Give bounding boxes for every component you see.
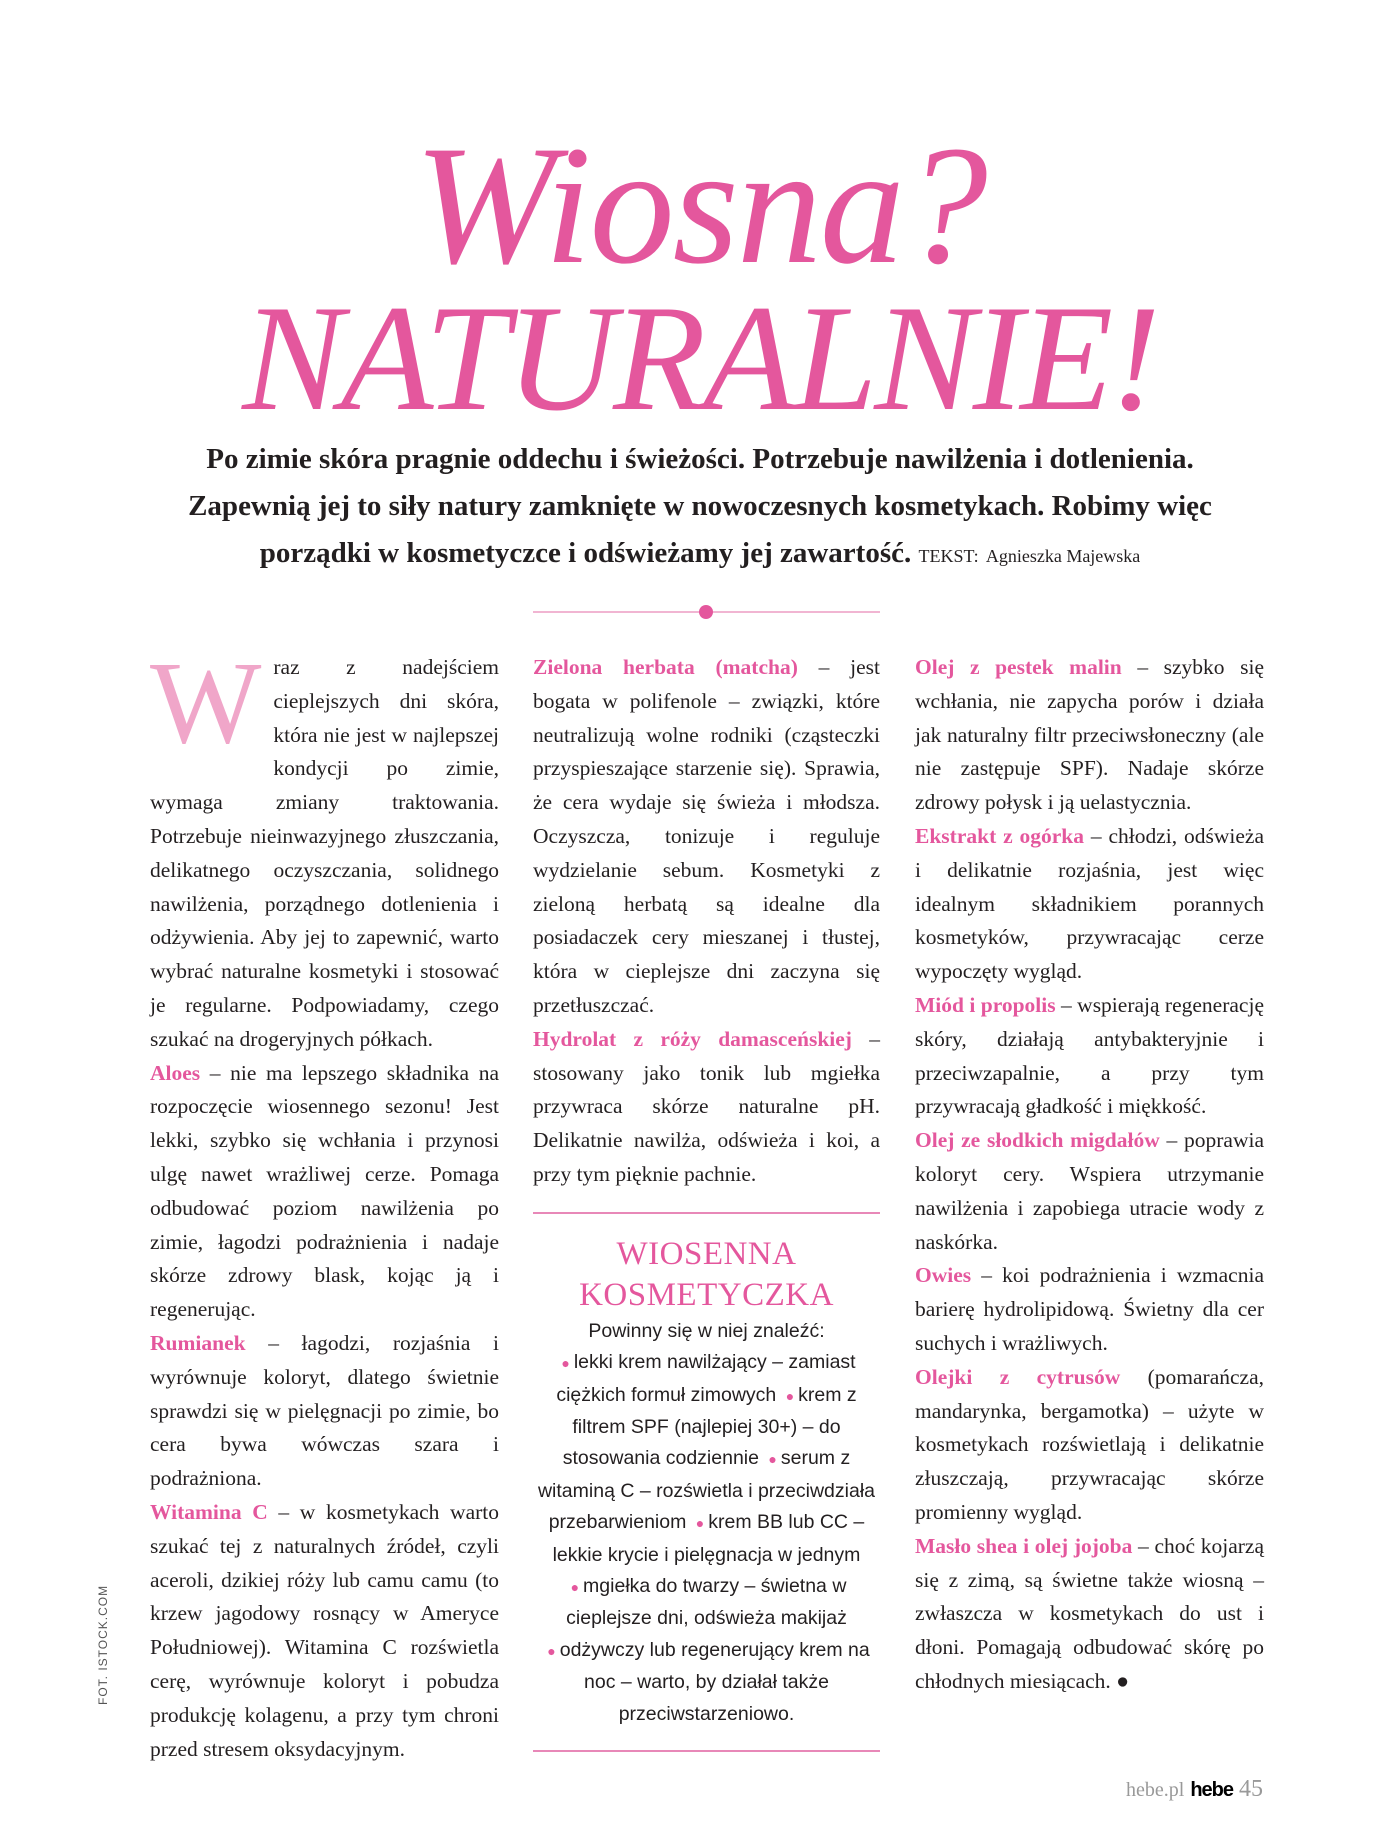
ingredient-paragraph [150,1057,499,1327]
footer-brand-logo: hebe [1190,1779,1233,1801]
title-line-1: Wiosna? [414,111,986,299]
lead-text: Po zimie skóra pragnie oddechu i świeżości. Potrzebuje nawilżenia i dotlenienia. Zapewnią jej to siły natury zamknięte w nowoczesnych kosmetykach. Robimy więc porządki w kosmetyczce i odświeżamy jej zawartość. [188,443,1212,569]
sidebar-box [533,1234,880,1752]
ingredient-paragraph [915,1124,1264,1259]
box-item: serum z witaminą C – rozświetla i przeciwdziała przebarwieniom [537,1447,876,1534]
photo-credit: FOT. ISTOCK.COM [96,1584,110,1705]
ingredient-term: Owies [915,1263,972,1288]
bullet-icon: ● [695,1515,705,1532]
box-title-line-1: WIOSENNA [616,1235,797,1272]
divider-dot-icon [699,605,713,619]
box-intro: Powinny się w niej znaleźć: [588,1319,825,1342]
ingredient-paragraph [533,1023,880,1192]
ingredient-term: Olej ze słodkich migdałów [915,1128,1160,1153]
ingredient-text: (pomarańcza, mandarynka, bergamotka) – użyte w kosmetykach rozświetlają i delikatnie złuszczają, przywracając skórze promienny wygląd. [915,1364,1264,1524]
box-bottom-rule [533,1750,880,1752]
ingredient-paragraph [150,1327,499,1496]
ingredient-term: Ekstrakt z ogórka [915,823,1085,848]
bullet-icon: ● [547,1642,556,1659]
box-title [533,1234,880,1316]
ingredient-text: – chłodzi, odświeża i delikatnie rozjaśnia, jest więc idealnym składnikiem porannych kosmetyków, przywracając cerze wypoczęty wygląd. [915,823,1265,984]
box-item: lekki krem nawilżający – zamiast ciężkich formuł zimowych [556,1351,856,1406]
page-number: 45 [1239,1776,1263,1802]
ingredient-text: – nie ma lepszego składnika na rozpoczęcie wiosennego sezonu! Jest lekki, szybko się wchłania i przynosi ulgę nawet wrażliwej cerze. Pomaga odbudować poziom nawilżenia po zimie, łagodzi podrażnienia i nadaje skórze zdrowy blask, kojąc ją i regenerując. [150,1060,499,1322]
footer-site: hebe.pl [1126,1779,1185,1801]
ingredient-term: Witamina C [150,1499,268,1524]
box-list [533,1347,880,1730]
intro-text: raz z nadejściem cieplejszych dni skóra, która nie jest w najlepszej kondycji po zimie, wymaga zmiany traktowania. Potrzebuje nieinwazyjnego złuszczania, delikatnego oczyszczania, solidnego nawilżenia, porządnego dotlenienia i odżywienia. Aby jej to zapewnić, warto wybrać naturalne kosmetyki i stosować je regularne. Podpowiadamy, czego szukać na drogeryjnych półkach. [150,655,499,1051]
intro-paragraph [150,637,499,1057]
ingredient-term: Aloes [150,1060,201,1085]
ingredient-text: – wspierają regenerację skóry, działają antybakteryjnie i przeciwzapalnie, a przy tym przywracają gładkość i miękkość. [915,992,1264,1119]
ingredient-text: – poprawia koloryt cery. Wspiera utrzymanie nawilżenia i zapobiega utracie wody z naskórka. [915,1128,1265,1254]
box-item: mgiełka do twarzy – świetna w cieplejsze dni, odświeża makijaż [566,1575,847,1630]
bullet-icon: ● [785,1387,795,1404]
page-footer [1126,1776,1263,1803]
ingredient-paragraph [915,1259,1264,1360]
column-3 [915,651,1264,1699]
ingredient-paragraph [915,1361,1264,1530]
ingredient-text: – stosowany jako tonik lub mgiełka przywraca skórze naturalne pH. Delikatnie nawilża, odświeża i koi, a przy tym pięknie pachnie. [533,1026,880,1186]
ingredient-text: – szybko się wchłania, nie zapycha porów i działa jak naturalny filtr przeciwsłoneczny (ale nie zastępuje SPF). Nadaje skórze zdrowy połysk i ją uelastycznia. [915,655,1264,815]
ingredient-term: Zielona herbata (matcha) [533,655,798,679]
ingredient-term: Hydrolat z róży damasceńskiej [533,1026,852,1051]
ingredient-paragraph [915,820,1264,989]
ingredient-text: – jest bogata w polifenole – związki, które neutralizują wolne rodniki (cząsteczki przyspieszające starzenie się). Sprawia, że cera wydaje się świeża i młodsza. Oczyszcza, tonizuje i reguluje wydzielanie sebum. Kosmetyki z zieloną herbatą są idealne dla posiadaczek cery mieszanej i tłustej, która w cieplejsze dni zaczyna się przetłuszczać. [533,655,880,1017]
box-top-rule [533,1212,880,1214]
bullet-icon: ● [768,1451,777,1468]
box-item: odżywczy lub regenerujący krem na noc – warto, by działał także przeciwstarzeniowo. [559,1638,870,1725]
author-name: Agnieszka Majewska [985,546,1141,566]
box-title-line-2: KOSMETYCZKA [579,1276,834,1313]
ingredient-term: Rumianek [150,1330,246,1355]
ingredient-text: – choć kojarzą się z zimą, są świetne także wiosną – zwłaszcza w kosmetykach do ust i dłoni. Pomagają odbudować skórę po chłodnych miesiącach. ● [915,1533,1264,1693]
author-label: TEKST: [918,546,979,566]
bullet-icon: ● [570,1579,580,1595]
title-line-2: NATURALNIE! [242,274,1158,442]
ingredient-paragraph [915,989,1264,1124]
ingredient-text: – koi podrażnienia i wzmacnia barierę hydrolipidową. Świetny dla cer suchych i wrażliwych. [915,1263,1264,1355]
bullet-icon: ● [561,1355,570,1372]
ingredient-paragraph [533,651,880,1023]
ingredient-term: Olejki z cytrusów [915,1364,1121,1389]
ingredient-paragraph [915,651,1264,820]
ingredient-term: Miód i propolis [915,992,1056,1017]
column-2 [533,651,880,1752]
ingredient-paragraph [150,1496,499,1766]
ingredient-text: – w kosmetykach warto szukać tej z naturalnych źródeł, czyli aceroli, dzikiej róży lub camu camu (to krzew jagodowy rosnący w Ameryce Południowej). Witamina C rozświetla cerę, wyrównuje koloryt i pobudza produkcję kolagenu, a przy tym chroni przed stresem oksydacyjnym. [150,1499,499,1761]
box-item: krem BB lub CC – lekkie krycie i pielęgnacja w jednym [552,1511,865,1566]
lead-paragraph [150,436,1250,580]
box-item: krem z filtrem SPF (najlepiej 30+) – do stosowania codziennie [562,1383,857,1470]
drop-cap: W [150,637,262,768]
column-1 [150,637,499,1766]
ingredient-paragraph [915,1530,1264,1699]
ingredient-term: Masło shea i olej jojoba [915,1533,1133,1558]
ingredient-term: Olej z pestek malin [915,655,1122,679]
ingredient-text: – łagodzi, rozjaśnia i wyrównuje koloryt, dlatego świetnie sprawdzi się w pielęgnacji po zimie, bo cera bywa wówczas szara i podrażniona. [150,1330,499,1491]
